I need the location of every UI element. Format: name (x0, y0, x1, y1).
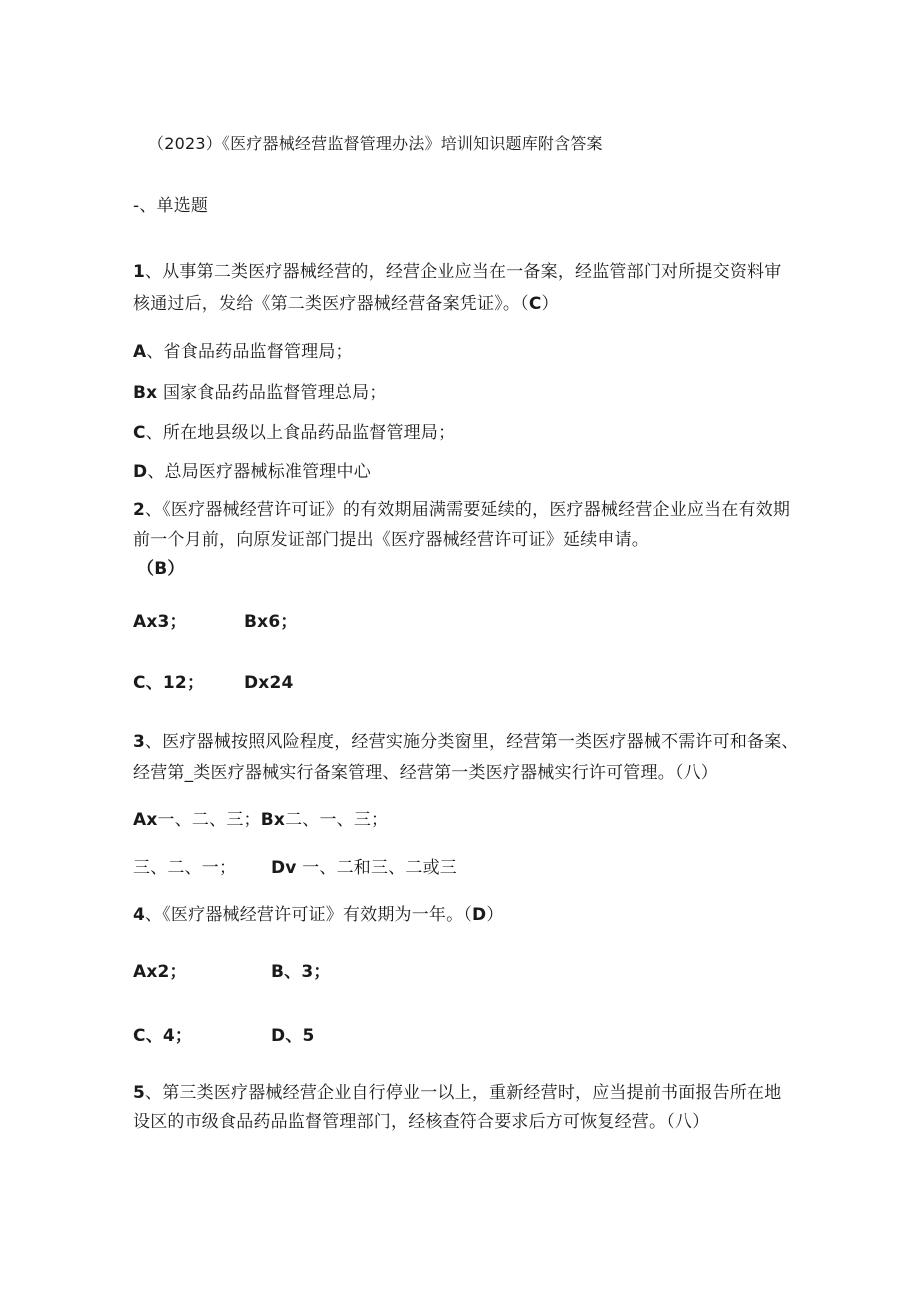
question-text: 、《医疗器械经营许可证》的有效期届满需要延续的，医疗器械经营企业应当在有效期 (145, 500, 791, 520)
option-text: 24 (269, 673, 294, 693)
option-label: B (271, 962, 285, 982)
option-label: C (133, 1026, 146, 1046)
question-2-answer: （B） (137, 559, 185, 579)
option-text: 三、二、一； (133, 858, 237, 878)
option-label: Ax (133, 810, 158, 830)
option-text: 、3； (284, 962, 331, 982)
question-1-option-d (133, 460, 371, 484)
option-label: D (271, 1026, 286, 1046)
question-text: 、《医疗器械经营许可证》有效期为一年。（ (145, 905, 473, 925)
question-number: 5 (133, 1083, 146, 1103)
question-3-option-a-b (133, 808, 388, 832)
option-label: Bx (244, 612, 269, 632)
question-text: 核通过后，发给《第二类医疗器械经营备案凭证》。（ (133, 294, 529, 314)
question-3-line-1 (133, 730, 799, 754)
question-2-line-2 (133, 528, 649, 552)
option-label: C (133, 673, 146, 693)
question-text: 经营第_类医疗器械实行备案管理、经营第一类医疗器械实行许可管理。（八） (133, 763, 718, 783)
option-label: Dx (244, 673, 270, 693)
answer-close: ） (541, 294, 559, 314)
question-1-line-2 (133, 292, 559, 316)
option-label: Dv (271, 858, 297, 878)
question-text: 、医疗器械按照风险程度，经营实施分类窗里，经营第一类医疗器械不需许可和备案、 (145, 732, 799, 752)
question-4-line-1 (133, 903, 504, 927)
option-text: 、总局医疗器械标准管理中心 (147, 462, 371, 482)
option-label: C (133, 423, 146, 443)
question-number: 3 (133, 732, 146, 752)
option-text: 、5 (285, 1026, 315, 1046)
option-text: 二、一、三； (285, 810, 389, 830)
question-text: 、第三类医疗器械经营企业自行停业一以上，重新经营时，应当提前书面报告所在地 (145, 1083, 782, 1103)
option-text: 、所在地县级以上食品药品监督管理局； (145, 423, 456, 443)
question-1-line-1 (133, 260, 781, 284)
option-label: Ax (133, 962, 158, 982)
question-5-line-1 (133, 1081, 781, 1105)
option-label: D (133, 462, 148, 482)
question-1-option-b (133, 381, 387, 405)
question-number: 2 (133, 500, 146, 520)
answer-letter: C (528, 294, 542, 314)
option-label: Ax (133, 612, 158, 632)
question-2-line-1 (133, 498, 790, 522)
answer-letter: D (472, 905, 487, 925)
question-5-line-2 (133, 1110, 709, 1134)
option-text: 、4； (145, 1026, 193, 1046)
option-label: Bx (133, 383, 158, 403)
question-2-option-b (244, 610, 298, 634)
answer-close: ） (486, 905, 504, 925)
question-2-option-a (133, 610, 187, 634)
question-4-option-a (133, 960, 187, 984)
question-text: 、从事第二类医疗器械经营的，经营企业应当在一备案，经监管部门对所提交资料审 (145, 262, 782, 282)
question-3-option-c (133, 856, 236, 880)
question-2-option-c (133, 671, 204, 695)
question-1-option-c (133, 421, 455, 445)
question-1-option-a (133, 340, 353, 364)
question-text: 前一个月前，向原发证部门提出《医疗器械经营许可证》延续申请。 (133, 530, 649, 550)
option-text: 3； (157, 612, 187, 632)
question-4-option-d (271, 1024, 315, 1048)
question-text: 设区的市级食品药品监督管理部门，经核查符合要求后方可恢复经营。（八） (133, 1112, 710, 1132)
option-text: 2； (157, 962, 187, 982)
option-text: 国家食品药品监督管理总局； (162, 383, 387, 403)
option-text: 、省食品药品监督管理局； (146, 342, 353, 362)
question-number: 1 (133, 262, 146, 282)
option-text: 6； (268, 612, 298, 632)
question-3-line-2 (133, 761, 718, 785)
option-text: 一、二、三； (157, 810, 261, 830)
option-text: 、12； (145, 673, 205, 693)
question-4-option-c (133, 1024, 192, 1048)
question-number: 4 (133, 905, 146, 925)
question-2-option-d (244, 671, 294, 695)
document-title: （2023）《医疗器械经营监督管理办法》培训知识题库附含答案 (148, 134, 603, 153)
section-heading: -、单选题 (133, 196, 209, 216)
question-4-option-b (271, 960, 331, 984)
option-label: A (133, 342, 147, 362)
option-text: 一、二和三、二或三 (302, 858, 458, 878)
option-label: Bx (260, 810, 286, 830)
question-3-option-d (271, 856, 457, 880)
